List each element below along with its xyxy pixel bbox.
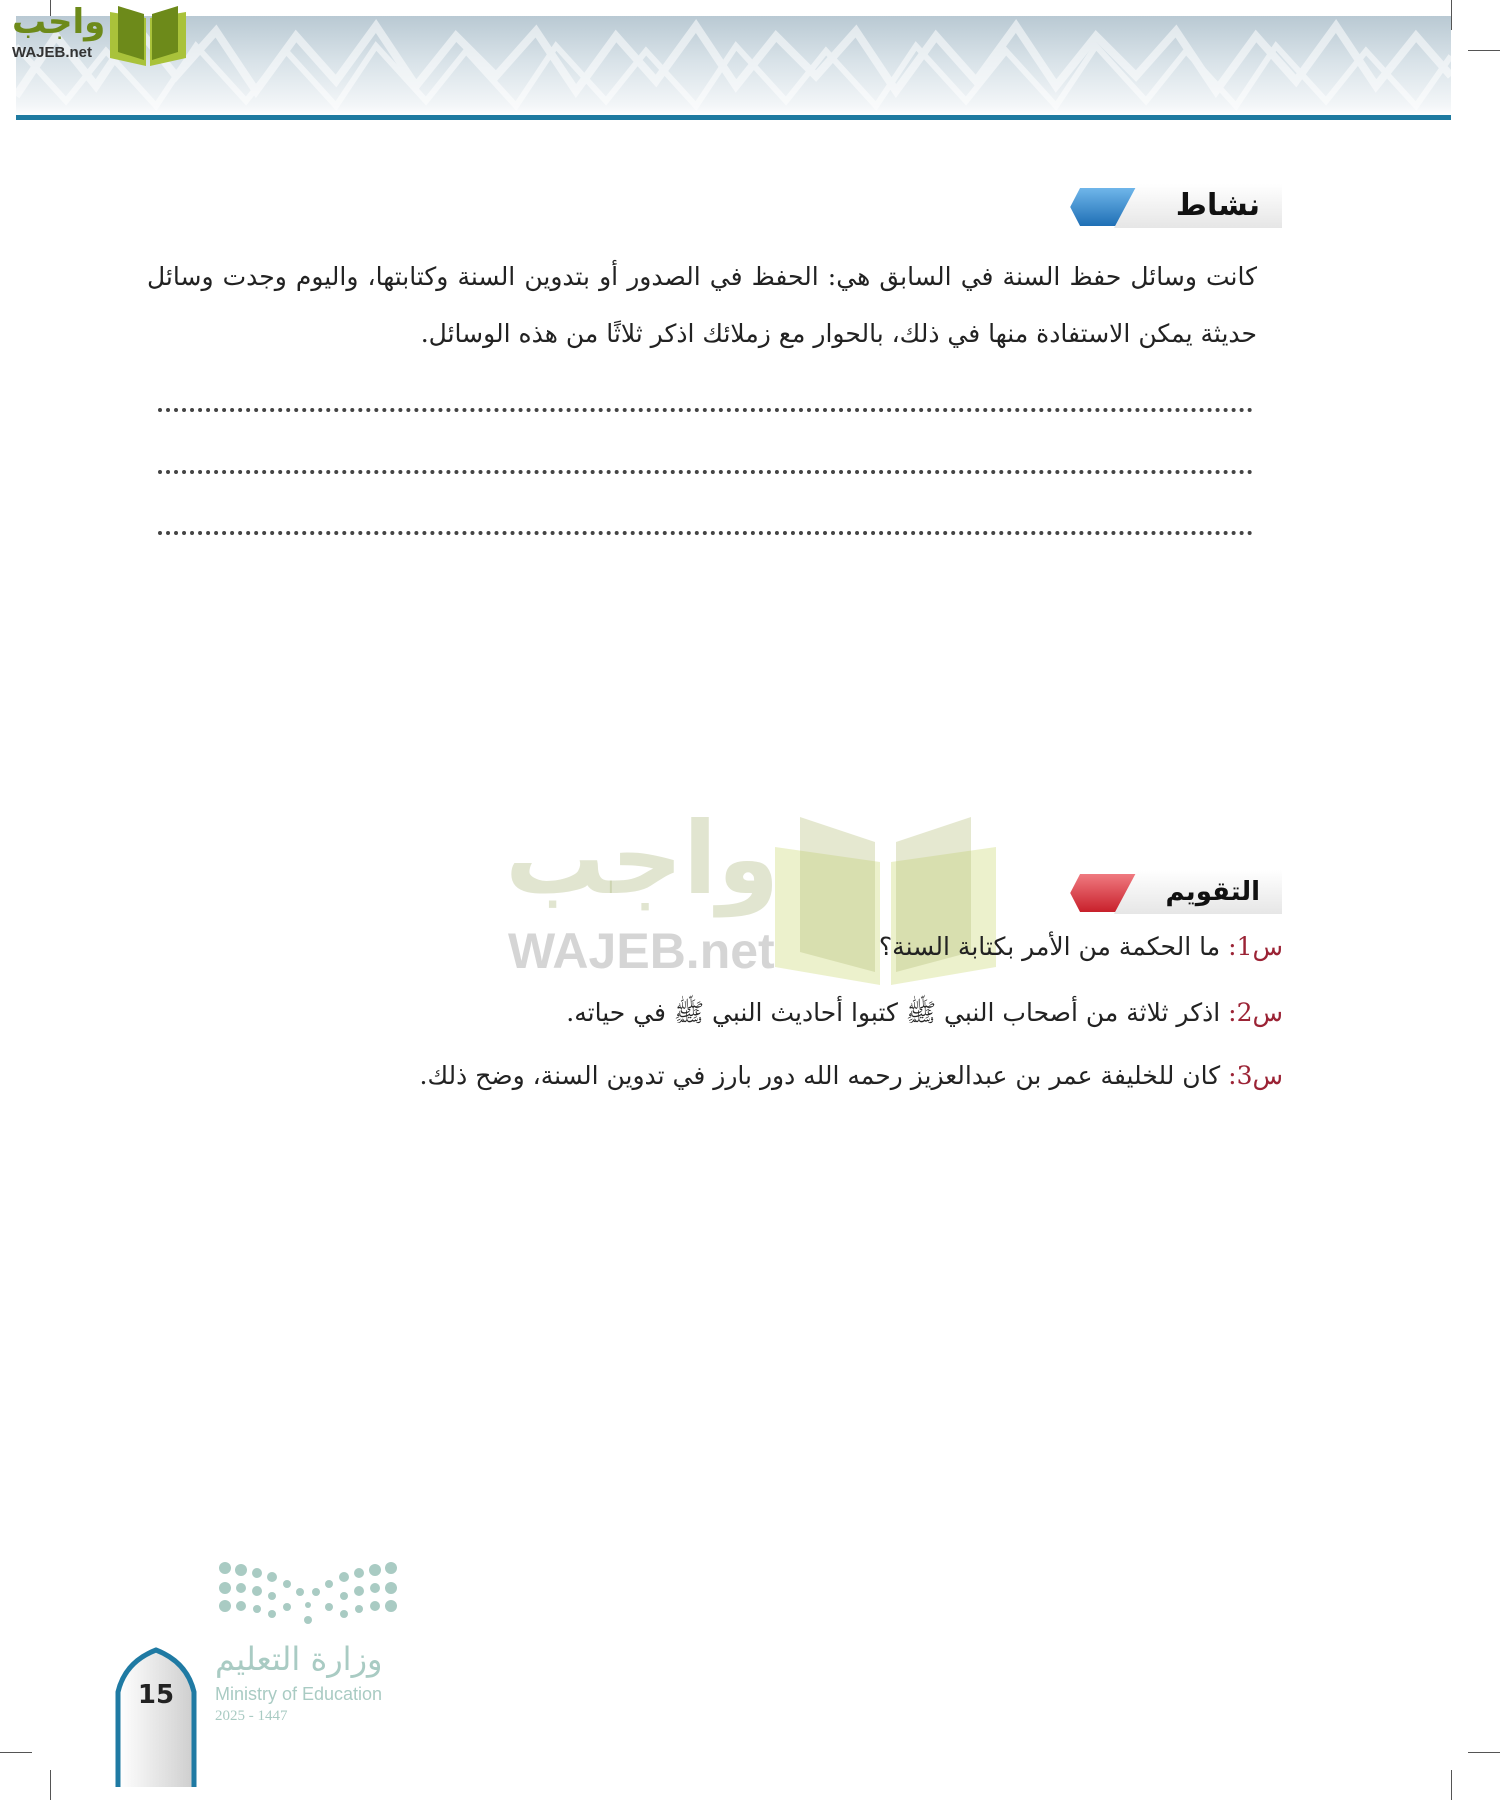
question-text: ما الحكمة من الأمر بكتابة السنة؟ xyxy=(878,932,1229,961)
crop-mark xyxy=(1451,1770,1452,1800)
answer-line[interactable] xyxy=(158,466,1253,474)
page-number-tab xyxy=(115,1647,197,1787)
book-logo-icon xyxy=(108,4,188,66)
evaluation-section-badge xyxy=(1062,870,1282,916)
ministry-name-ar: وزارة التعليم xyxy=(215,1640,383,1678)
answer-line[interactable] xyxy=(158,404,1253,412)
crop-mark xyxy=(1451,0,1452,30)
page-number: 15 xyxy=(137,1680,175,1710)
academic-year: 2025 - 1447 xyxy=(215,1708,288,1724)
crop-mark xyxy=(0,1752,32,1753)
activity-title: نشاط xyxy=(1175,188,1260,223)
question-number: س2: xyxy=(1228,998,1283,1027)
crop-mark xyxy=(1468,1752,1500,1753)
crop-mark xyxy=(1468,50,1500,51)
watermark-text-en: WAJEB.net xyxy=(508,923,775,979)
evaluation-title: التقويم xyxy=(1165,877,1260,907)
header-pattern xyxy=(16,16,1451,116)
activity-section-badge xyxy=(1062,184,1282,230)
activity-text: كانت وسائل حفظ السنة في السابق هي: الحفظ في الصدور أو بتدوين السنة وكتابتها، واليوم وجدت وسائل حديثة يمكن الاستفادة منها في ذلك، بالحوار مع زملائك اذكر ثلاثًا من هذه الوسائل. xyxy=(147,262,1257,348)
question-3 xyxy=(420,1061,1283,1090)
question-number: س3: xyxy=(1228,1061,1283,1090)
question-number: س1: xyxy=(1228,932,1283,961)
question-text: اذكر ثلاثة من أصحاب النبي ﷺ كتبوا أحاديث النبي ﷺ في حياته. xyxy=(566,998,1229,1027)
logo-text-en: WAJEB.net xyxy=(12,44,93,61)
question-1 xyxy=(879,932,1283,961)
logo-text-ar: واجب xyxy=(12,2,106,42)
answer-line[interactable] xyxy=(158,527,1253,535)
header-rule xyxy=(16,115,1451,120)
watermark-text-ar: واجب xyxy=(505,800,780,917)
crop-mark xyxy=(50,1770,51,1800)
ministry-name-en: Ministry of Education xyxy=(215,1684,383,1704)
question-2 xyxy=(566,997,1283,1034)
question-text: كان للخليفة عمر بن عبدالعزيز رحمه الله دور بارز في تدوين السنة، وضح ذلك. xyxy=(419,1061,1229,1090)
ministry-logo-dots-icon xyxy=(215,1560,401,1630)
